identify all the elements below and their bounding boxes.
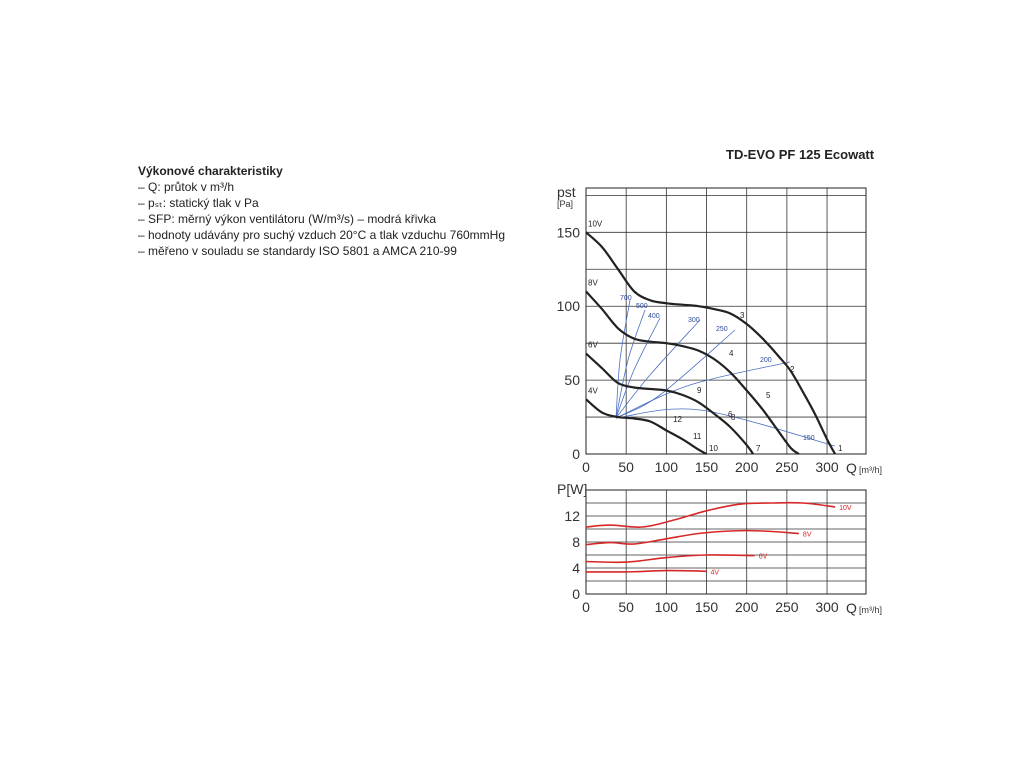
operating-point-label: 8 <box>731 413 736 422</box>
sfp-curve-500 <box>616 310 645 418</box>
x-tick-label: 200 <box>735 459 759 475</box>
series-label: 10V <box>588 219 603 229</box>
power-curve-6V <box>586 555 755 562</box>
operating-point-label: 6 <box>728 410 733 419</box>
plot-frame-0 <box>586 188 866 454</box>
y-tick-label: 150 <box>556 224 580 241</box>
x-tick-label: 200 <box>735 599 759 615</box>
operating-point-label: 5 <box>766 391 771 400</box>
x-tick-label: 250 <box>775 459 799 475</box>
x-tick-label: 0 <box>582 599 590 615</box>
curve-4V <box>586 399 707 454</box>
series-label: 8V <box>802 531 812 539</box>
y-tick-label: 100 <box>556 298 580 315</box>
y-tick-label: 4 <box>572 560 580 576</box>
y-tick-label: 0 <box>572 446 580 462</box>
sfp-curve-300 <box>616 320 700 418</box>
curve-8V <box>586 291 799 454</box>
y-tick-label: 0 <box>572 586 580 602</box>
x-tick-label: 50 <box>618 459 634 475</box>
operating-point-label: 1 <box>838 444 843 453</box>
x-tick-label: 300 <box>815 459 839 475</box>
x-tick-label: 50 <box>618 599 634 615</box>
y-axis-unit: [Pa] <box>557 199 574 209</box>
sfp-label: 400 <box>648 313 660 320</box>
series-label: 10V <box>839 504 852 512</box>
series-label: 8V <box>588 278 598 288</box>
y-axis-label: pst <box>557 184 576 200</box>
x-tick-label: 150 <box>694 459 719 475</box>
chart-title: TD-EVO PF 125 Ecowatt <box>726 147 875 162</box>
operating-point-label: 9 <box>697 386 702 395</box>
sfp-label: 500 <box>636 303 648 310</box>
x-tick-label: 300 <box>815 599 839 615</box>
sfp-label: 250 <box>716 326 728 333</box>
x-axis-label: Q <box>846 460 857 476</box>
y-tick-label: 50 <box>564 372 580 389</box>
x-axis-unit: [m³/h] <box>859 605 883 615</box>
series-label: 6V <box>588 340 598 350</box>
x-tick-label: 250 <box>775 599 799 615</box>
power-curve-8V <box>586 531 799 545</box>
series-label: 6V <box>758 553 768 561</box>
operating-point-label: 3 <box>740 311 745 320</box>
operating-point-label: 2 <box>790 365 795 374</box>
legend-line: – Q: průtok v m³/h <box>138 180 235 194</box>
x-axis-unit: [m³/h] <box>859 465 883 475</box>
power-curve-4V <box>586 571 707 572</box>
legend-line: – SFP: měrný výkon ventilátoru (W/m³/s) – modrá křivka <box>138 212 437 226</box>
series-label: 4V <box>588 386 598 396</box>
sfp-label: 300 <box>688 317 700 324</box>
sfp-label: 700 <box>620 295 632 302</box>
operating-point-label: 11 <box>693 432 702 441</box>
legend-line: – hodnoty udávány pro suchý vzduch 20°C a tlak vzduchu 760mmHg <box>138 228 506 242</box>
sfp-label: 150 <box>803 435 815 442</box>
legend-heading: Výkonové charakteristiky <box>138 164 283 178</box>
y-tick-label: 8 <box>572 534 580 550</box>
power-curve-10V <box>586 503 835 527</box>
operating-point-label: 4 <box>729 349 734 358</box>
legend-line: – měřeno v souladu se standardy ISO 5801 a AMCA 210-99 <box>138 244 457 258</box>
x-tick-label: 100 <box>654 599 679 615</box>
y-axis-label: P[W] <box>557 481 588 497</box>
legend-line: – pₛₜ: statický tlak v Pa <box>138 196 259 210</box>
y-tick-label: 12 <box>564 508 580 524</box>
x-tick-label: 150 <box>694 599 719 615</box>
x-tick-label: 0 <box>582 459 590 475</box>
series-label: 4V <box>710 569 720 577</box>
operating-point-label: 7 <box>756 444 761 453</box>
operating-point-label: 10 <box>709 444 718 453</box>
operating-point-label: 12 <box>673 415 682 424</box>
curve-6V <box>586 354 753 455</box>
sfp-label: 200 <box>760 357 772 364</box>
x-axis-label: Q <box>846 600 857 616</box>
x-tick-label: 100 <box>654 459 679 475</box>
